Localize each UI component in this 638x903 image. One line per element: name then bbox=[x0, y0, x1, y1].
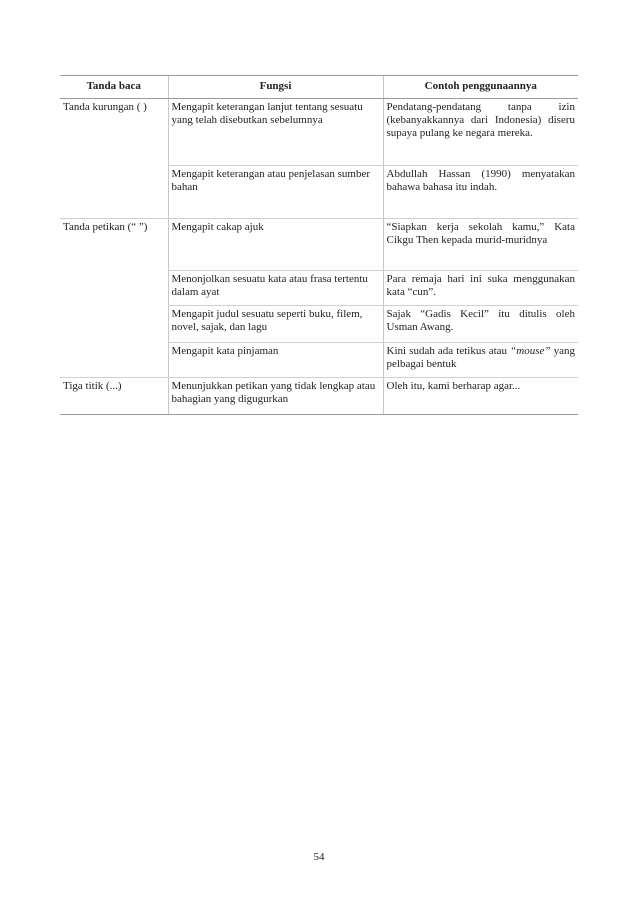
table-header-row bbox=[60, 76, 578, 99]
cell-contoh: Pendatang-pendatang tanpa izin (kebanyakkannya dari Indonesia) diseru supaya pulang ke negara mereka. bbox=[383, 99, 578, 166]
cell-tanda: Tanda petikan (“ ”) bbox=[60, 219, 168, 271]
table-row bbox=[60, 343, 578, 378]
cell-fungsi: Menunjukkan petikan yang tidak lengkap atau bahagian yang digugurkan bbox=[168, 378, 383, 415]
table-row bbox=[60, 166, 578, 219]
cell-fungsi: Mengapit kata pinjaman bbox=[168, 343, 383, 378]
table-row bbox=[60, 271, 578, 306]
cell-fungsi: Menonjolkan sesuatu kata atau frasa tertentu dalam ayat bbox=[168, 271, 383, 306]
page-number: 54 bbox=[313, 851, 325, 863]
header-fungsi: Fungsi bbox=[168, 76, 383, 99]
table-row bbox=[60, 306, 578, 343]
cell-tanda: Tanda kurungan ( ) bbox=[60, 99, 168, 166]
punctuation-table bbox=[60, 75, 578, 415]
cell-contoh: Sajak “Gadis Kecil” itu ditulis oleh Usman Awang. bbox=[383, 306, 578, 343]
cell-tanda bbox=[60, 343, 168, 378]
punctuation-table-container bbox=[60, 75, 578, 415]
cell-fungsi: Mengapit judul sesuatu seperti buku, filem, novel, sajak, dan lagu bbox=[168, 306, 383, 343]
contoh-text: Kini sudah ada tetikus atau bbox=[386, 345, 511, 357]
cell-contoh: Abdullah Hassan (1990) menyatakan bahawa bahasa itu indah. bbox=[383, 166, 578, 219]
table-row bbox=[60, 219, 578, 271]
cell-contoh: Oleh itu, kami berharap agar... bbox=[383, 378, 578, 415]
cell-contoh: “Siapkan kerja sekolah kamu,” Kata Cikgu Then kepada murid-muridnya bbox=[383, 219, 578, 271]
contoh-emphasis: “mouse” bbox=[510, 345, 551, 357]
cell-tanda bbox=[60, 166, 168, 219]
header-contoh: Contoh penggunaannya bbox=[383, 76, 578, 99]
table-row bbox=[60, 378, 578, 415]
header-tanda-baca: Tanda baca bbox=[60, 76, 168, 99]
table-row bbox=[60, 99, 578, 166]
cell-contoh: Para remaja hari ini suka menggunakan kata “cun”. bbox=[383, 271, 578, 306]
cell-tanda bbox=[60, 306, 168, 343]
cell-fungsi: Mengapit cakap ajuk bbox=[168, 219, 383, 271]
cell-contoh bbox=[383, 343, 578, 378]
cell-fungsi: Mengapit keterangan lanjut tentang sesuatu yang telah disebutkan sebelumnya bbox=[168, 99, 383, 166]
cell-tanda bbox=[60, 271, 168, 306]
contoh-text: yang pelbagai bentuk bbox=[386, 345, 576, 371]
cell-fungsi: Mengapit keterangan atau penjelasan sumber bahan bbox=[168, 166, 383, 219]
cell-tanda: Tiga titik (...) bbox=[60, 378, 168, 415]
